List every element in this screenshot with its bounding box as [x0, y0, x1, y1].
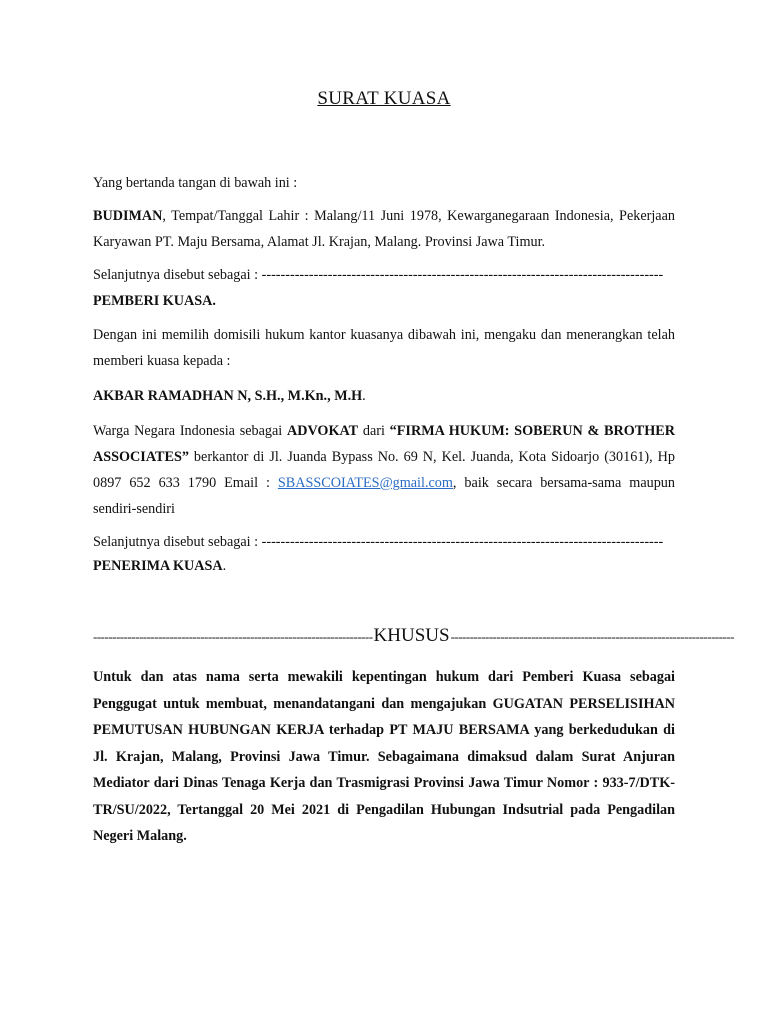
- principal-label: PEMBERI KUASA.: [93, 293, 216, 309]
- domicile-paragraph: Dengan ini memilih domisili hukum kantor kuasanya dibawah ini, mengaku dan menerangkan telah memberi kuasa kepada :: [93, 327, 675, 369]
- attorney-firm: “FIRMA HUKUM: SOBERUN & BROTHER ASSOCIATES”: [93, 423, 675, 465]
- attorney-label-suffix: .: [222, 558, 227, 574]
- attorney-label-line: [93, 553, 675, 579]
- attorney-name-suffix: .: [362, 388, 366, 404]
- attorney-label: PENERIMA KUASA: [93, 558, 223, 574]
- attorney-paragraph: [93, 418, 675, 522]
- principal-name: BUDIMAN: [93, 208, 163, 224]
- attorney-name-line: [93, 383, 675, 409]
- attorney-desc-3: berkantor di Jl. Juanda Bypass No. 69 N, Kel. Juanda, Kota Sidoarjo (30161), Hp 0897 652 633 1790 Email :: [93, 449, 675, 491]
- principal-paragraph: [93, 203, 675, 255]
- khusus-heading: [93, 625, 734, 647]
- principal-details: , Tempat/Tanggal Lahir : Malang/11 Juni 1978, Kewarganegaraan Indonesia, Pekerjaan Karyawan PT. Maju Bersama, Alamat Jl. Krajan, Malang. Provinsi Jawa Timur.: [93, 208, 675, 250]
- khusus-word: KHUSUS: [373, 625, 450, 646]
- attorney-desc-2: dari: [358, 423, 390, 439]
- special-authority-text: Untuk dan atas nama serta mewakili kepentingan hukum dari Pemberi Kuasa sebagai Penggugat untuk membuat, menandatangani dan mengajukan GUGATAN PERSELISIHAN PEMUTUSAN HUBUNGAN KERJA terhadap PT MAJU BERSAMA yang berkedudukan di Jl. Krajan, Malang, Provinsi Jawa Timur. Sebagaimana dimaksud dalam Surat Anjuran Mediator dari Dinas Tenaga Kerja dan Trasmigrasi Provinsi Jawa Timur Nomor : 933-7/DTK-TR/SU/2022, Tertanggal 20 Mei 2021 di Pengadilan Hubungan Indsutrial pada Pengadilan Negeri Malang.: [93, 669, 675, 844]
- intro-text: Yang bertanda tangan di bawah ini :: [93, 175, 298, 191]
- referred-line-1: Selanjutnya disebut sebagai : -------------------------------------------------------------------------------------: [93, 267, 664, 283]
- attorney-role: ADVOKAT: [286, 423, 359, 439]
- email-link[interactable]: SBASSCOIATES@gmail.com: [277, 475, 453, 491]
- referred-line-2: Selanjutnya disebut sebagai : -------------------------------------------------------------------------------------: [93, 534, 664, 550]
- attorney-name: AKBAR RAMADHAN N, S.H., M.Kn., M.H: [93, 388, 363, 404]
- khusus-right-dashes: --------------------------------------------------------------------------: [450, 629, 734, 644]
- attorney-desc-4: , baik secara bersama-sama maupun sendiri-sendiri: [93, 475, 675, 517]
- khusus-left-dashes: -------------------------------------------------------------------------: [93, 629, 373, 644]
- document-title: SURAT KUASA: [317, 88, 451, 109]
- attorney-desc-1: Warga Negara Indonesia sebagai: [93, 423, 287, 439]
